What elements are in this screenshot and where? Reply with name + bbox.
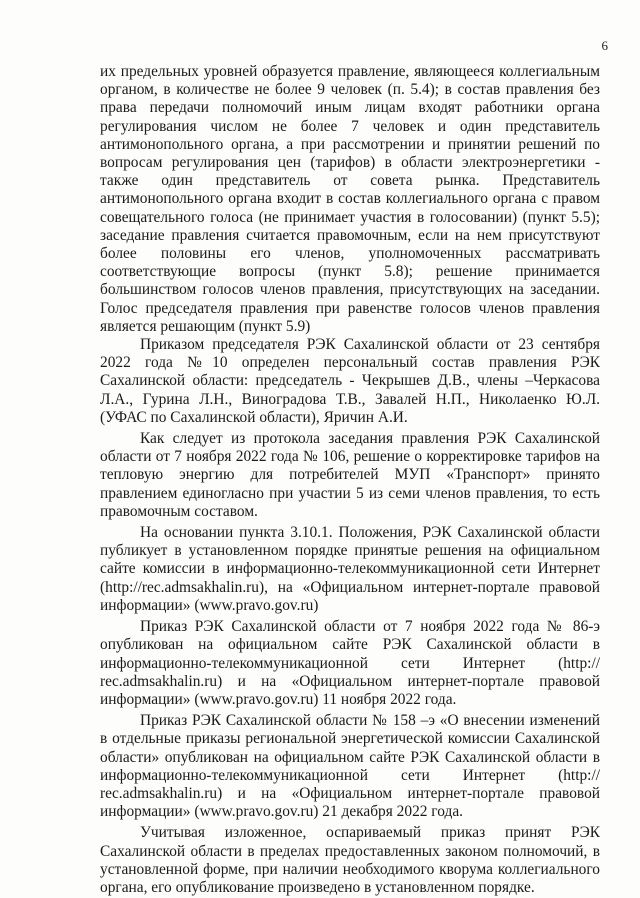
paragraph-order-158-publication: Приказ РЭК Сахалинской области № 158 –э «О внесении изменений в отдельные приказы региональной энергетической комиссии Сахалинской области» опубликован на официальном сайте РЭК Сахалинской области в информационно-телекоммуникационной сети Интернет (http:// rec.admsakhalin.ru) и на «Официальном интернет-портале правовой информации» (www.pravo.gov.ru) 21 декабря 2022 года. [100, 712, 600, 821]
paragraph-board-composition-rules: их предельных уровней образуется правление, являющееся коллегиальным органом, в количестве не более 9 человек (п. 5.4); в состав правления без права передачи полномочий иным лицам входят работники органа регулирования числом не более 7 человек и один представитель антимонопольного органа, а при рассмотрении и принятии решений по вопросам регулирования цен (тарифов) в области электроэнергетики - также один представитель от совета рынка. Представитель антимонопольного органа входит в состав коллегиального органа с правом совещательного голоса (не принимает участия в голосовании) (пункт 5.5); заседание правления считается правомочным, если на нем присутствуют более половины его членов, уполномоченных рассматривать соответствующие вопросы (пункт 5.8); решение принимается большинством голосов членов правления, присутствующих на заседании. Голос председателя правления при равенстве голосов членов правления является решающим (пункт 5.9) [100, 63, 600, 335]
document-body [100, 63, 600, 897]
paragraph-meeting-protocol: Как следует из протокола заседания правления РЭК Сахалинской области от 7 ноября 2022 года № 106, решение о корректировке тарифов на тепловую энергию для потребителей МУП «Транспорт» принято правлением единогласно при участии 5 из семи членов правления, то есть правомочным составом. [100, 430, 600, 520]
paragraph-order-86-publication: Приказ РЭК Сахалинской области от 7 ноября 2022 года № 86-э опубликован на официальном сайте РЭК Сахалинской области в информационно-телекоммуникационной сети Интернет (http:// rec.admsakhalin.ru) и на «Официальном интернет-портале правовой информации» (www.pravo.gov.ru) 11 ноября 2022 года. [100, 618, 600, 708]
page-number: 6 [601, 38, 608, 53]
paragraph-publication-basis: На основании пункта 3.10.1. Положения, РЭК Сахалинской области публикует в установленном порядке принятые решения на официальном сайте комиссии в информационно-телекоммуникационной сети Интернет (http://rec.admsakhalin.ru), на «Официальном интернет-портале правовой информации» (www.pravo.gov.ru) [100, 524, 600, 614]
paragraph-board-members-order: Приказом председателя РЭК Сахалинской области от 23 сентября 2022 года №10 определен персональный состав правления РЭК Сахалинской области: председатель - Чекрышев Д.В., члены –Черкасова Л.А., Гурина Л.Н., Виноградова Т.В., Завалей Н.П., Николаенко Ю.Л. (УФАС по Сахалинской области), Яричин А.И. [100, 336, 600, 426]
paragraph-conclusion: Учитывая изложенное, оспариваемый приказ принят РЭК Сахалинской области в пределах предоставленных законом полномочий, в установленной форме, при наличии необходимого кворума коллегиального органа, его опубликование произведено в установленном порядке. [100, 824, 600, 896]
